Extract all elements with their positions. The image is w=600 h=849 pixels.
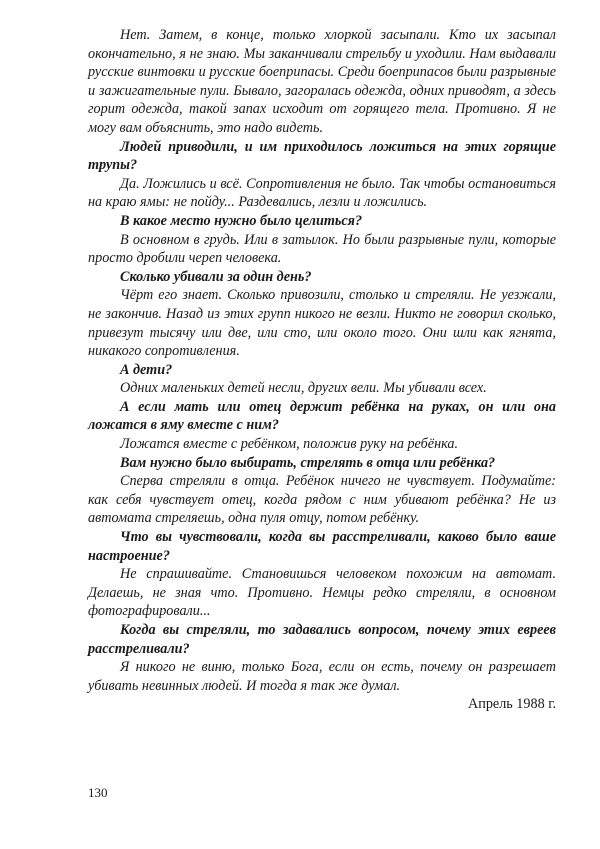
answer-paragraph: Одних маленьких детей несли, других вели. Мы убивали всех. — [120, 380, 487, 397]
question-paragraph: В какое место нужно было целиться? — [120, 212, 363, 229]
answer-paragraph: Сперва стреляли в отца. Ребёнок ничего не чувствует. Подумайте: как себя чувствует отец, когда рядом с ним убивают ребёнка? Не из автомата стреляешь, одна пуля отцу, потом ребёнку. — [88, 473, 556, 527]
answer-paragraph: Я никого не виню, только Бога, если он есть, почему он разрешает убивать невинных людей. И тогда я так же думал. — [88, 659, 556, 694]
question-paragraph: Что вы чувствовали, когда вы расстреливали, каково было ваше настроение? — [88, 529, 556, 564]
answer-paragraph: Не спрашивайте. Становишься человеком похожим на автомат. Делаешь, не зная что. Противно. Немцы редко стреляли, в основном фотографировали... — [88, 566, 556, 620]
answer-paragraph: Чёрт его знает. Сколько привозили, столько и стреляли. Не уезжали, не закончив. Назад из этих групп никого не везли. Никто не говорил сколько, привезут тысячу или две, или сто, или около того. Они шли как ягнята, никакого сопротивления. — [88, 287, 556, 360]
interview-date: Апрель 1988 г. — [467, 696, 556, 713]
question-paragraph: А дети? — [120, 361, 173, 378]
answer-paragraph: В основном в грудь. Или в затылок. Но были разрывные пули, которые просто дробили череп человека. — [88, 231, 556, 267]
question-paragraph: Вам нужно было выбирать, стрелять в отца или ребёнка? — [120, 454, 496, 471]
answer-paragraph: Нет. Затем, в конце, только хлоркой засыпали. Кто их засыпал окончательно, я не знаю. Мы заканчивали стрельбу и уходили. Нам выдавали русские винтовки и русские боеприпасы. Среди боеприпасов были разрывные и зажигательные пули. Бывало, загоралась одежда, одних приводят, а здесь горит одежда, такой запах исходит от горящего тела. Противно. Я не могу вам объяснить, это надо видеть. — [88, 27, 556, 136]
answer-paragraph: Да. Ложились и всё. Сопротивления не было. Так чтобы остановиться на краю ямы: не пойду... Раздевались, лезли и ложились. — [88, 175, 556, 211]
page-number: 130 — [88, 785, 108, 800]
question-paragraph: А если мать или отец держит ребёнка на руках, он или она ложатся в яму вместе с ним? — [88, 398, 556, 434]
question-paragraph: Когда вы стреляли, то задавались вопросом, почему этих евреев расстреливали? — [88, 622, 556, 657]
question-paragraph: Людей приводили, и им приходилось ложиться на этих горящие трупы? — [88, 138, 556, 174]
question-paragraph: Сколько убивали за один день? — [120, 268, 312, 285]
answer-paragraph: Ложатся вместе с ребёнком, положив руку на ребёнка. — [120, 436, 459, 453]
document-body — [88, 26, 556, 714]
